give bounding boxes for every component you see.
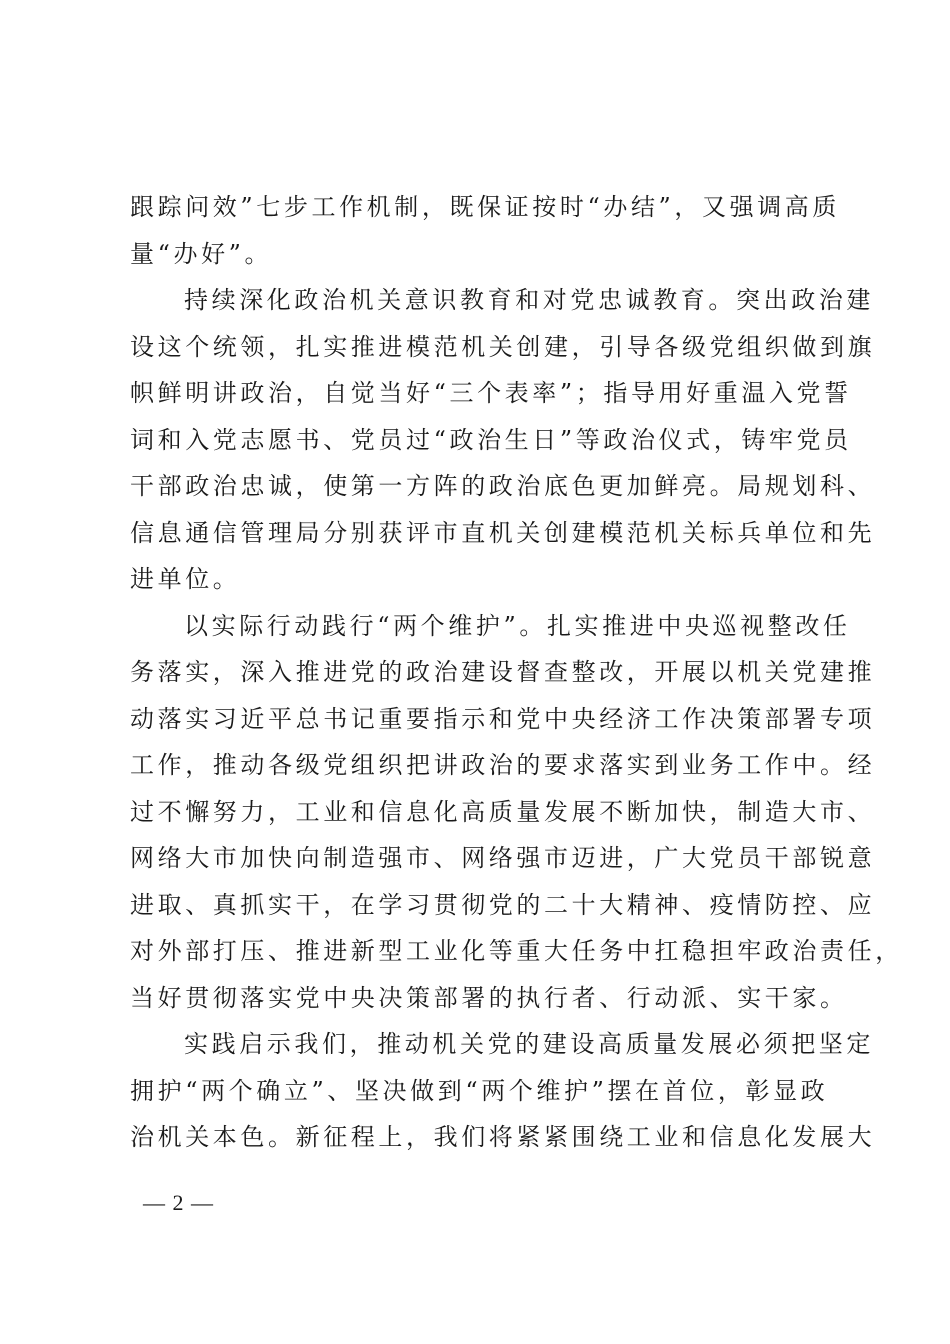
text-line: 进单位。 <box>130 565 241 593</box>
text-line: 干部政治忠诚，使第一方阵的政治底色更加鲜亮。局规划科、 <box>130 472 876 500</box>
page-number: — 2 — <box>143 1190 214 1215</box>
text-line: 过不懈努力，工业和信息化高质量发展不断加快，制造大市、 <box>130 797 876 826</box>
text-line: 动落实习近平总书记重要指示和党中央经济工作决策部署专项 <box>130 704 876 733</box>
text-line: 务落实，深入推进党的政治建设督查整改，开展以机关党建推 <box>130 658 876 686</box>
text-line: 设这个统领，扎实推进模范机关创建，引导各级党组织做到旗 <box>130 332 876 361</box>
text-line: 网络大市加快向制造强市、网络强市迈进，广大党员干部锐意 <box>130 844 876 872</box>
text-line: 治机关本色。新征程上，我们将紧紧围绕工业和信息化发展大 <box>130 1123 876 1151</box>
text-line: 量“办好”。 <box>130 239 273 268</box>
text-line: 持续深化政治机关意识教育和对党忠诚教育。突出政治建 <box>184 286 874 314</box>
text-line: 信息通信管理局分别获评市直机关创建模范机关标兵单位和先 <box>130 518 876 547</box>
paragraph-4 <box>130 1021 876 1161</box>
text-line: 跟踪问效”七步工作机制，既保证按时“办结”，又强调高质 <box>130 193 841 221</box>
text-line: 词和入党志愿书、党员过“政治生日”等政治仪式，铸牢党员 <box>130 425 852 454</box>
document-body <box>130 184 903 1161</box>
paragraph-2 <box>130 277 876 603</box>
text-line: 实践启示我们，推动机关党的建设高质量发展必须把坚定 <box>184 1030 874 1058</box>
text-line: 帜鲜明讲政治，自觉当好“三个表率”；指导用好重温入党誓 <box>130 379 852 407</box>
text-line: 进取、真抓实干，在学习贯彻党的二十大精神、疫情防控、应 <box>130 890 876 919</box>
text-line: 工作，推动各级党组织把讲政治的要求落实到业务工作中。经 <box>130 751 876 779</box>
paragraph-3 <box>130 603 903 1022</box>
text-line: 对外部打压、推进新型工业化等重大任务中扛稳担牢政治责任， <box>130 937 903 965</box>
text-line: 当好贯彻落实党中央决策部署的执行者、行动派、实干家。 <box>130 983 848 1012</box>
text-line: 以实际行动践行“两个维护”。扎实推进中央巡视整改任 <box>184 611 851 640</box>
text-line: 拥护“两个确立”、坚决做到“两个维护”摆在首位，彰显政 <box>130 1076 829 1105</box>
paragraph-1 <box>130 184 841 277</box>
